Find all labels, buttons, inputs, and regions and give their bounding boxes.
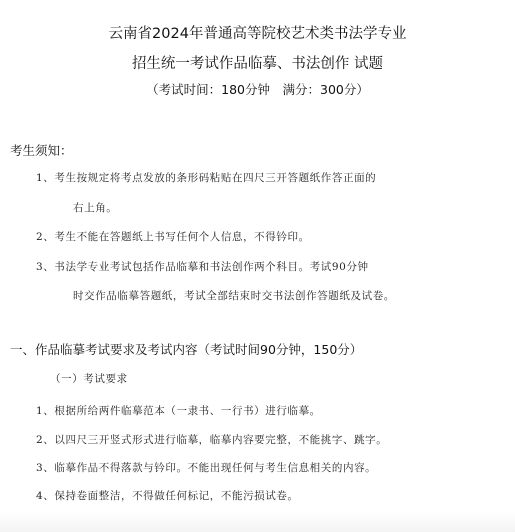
requirement-item-1: 1、根据所给两件临摹范本（一隶书、一行书）进行临摹。 (36, 405, 321, 417)
section-1-heading: 一、作品临摹考试要求及考试内容（考试时间90分钟，150分） (10, 342, 363, 357)
requirement-item-2: 2、以四尺三开竖式形式进行临摹，临摹内容要完整，不能挑字、跳字。 (36, 434, 388, 446)
exam-time-and-score: （考试时间：180分钟 满分：300分） (146, 82, 369, 97)
page-bottom-edge (0, 512, 515, 532)
notice-item-3-line-2: 时交作品临摹答题纸，考试全部结束时交书法创作答题纸及试卷。 (73, 290, 395, 302)
notice-item-3-line-1: 3、书法学专业考试包括作品临摹和书法创作两个科目。考试90分钟 (36, 261, 369, 273)
notice-item-1-line-1: 1、考生按规定将考点发放的条形码粘贴在四尺三开答题纸作答正面的 (36, 172, 377, 184)
notice-item-1-line-2: 右上角。 (73, 202, 118, 214)
candidate-notice-heading: 考生须知： (10, 143, 73, 158)
requirement-item-3: 3、临摹作品不得落款与钤印。不能出现任何与考生信息相关的内容。 (36, 462, 377, 474)
exam-title-line-2: 招生统一考试作品临摹、书法创作 试题 (131, 56, 384, 72)
requirement-item-4: 4、保持卷面整洁，不得做任何标记，不能污损试卷。 (36, 490, 299, 502)
exam-title-line-1: 云南省2024年普通高等院校艺术类书法学专业 (108, 26, 407, 42)
notice-item-2: 2、考生不能在答题纸上书写任何个人信息，不得钤印。 (36, 231, 310, 243)
section-1-subheading: （一）考试要求 (50, 373, 128, 385)
